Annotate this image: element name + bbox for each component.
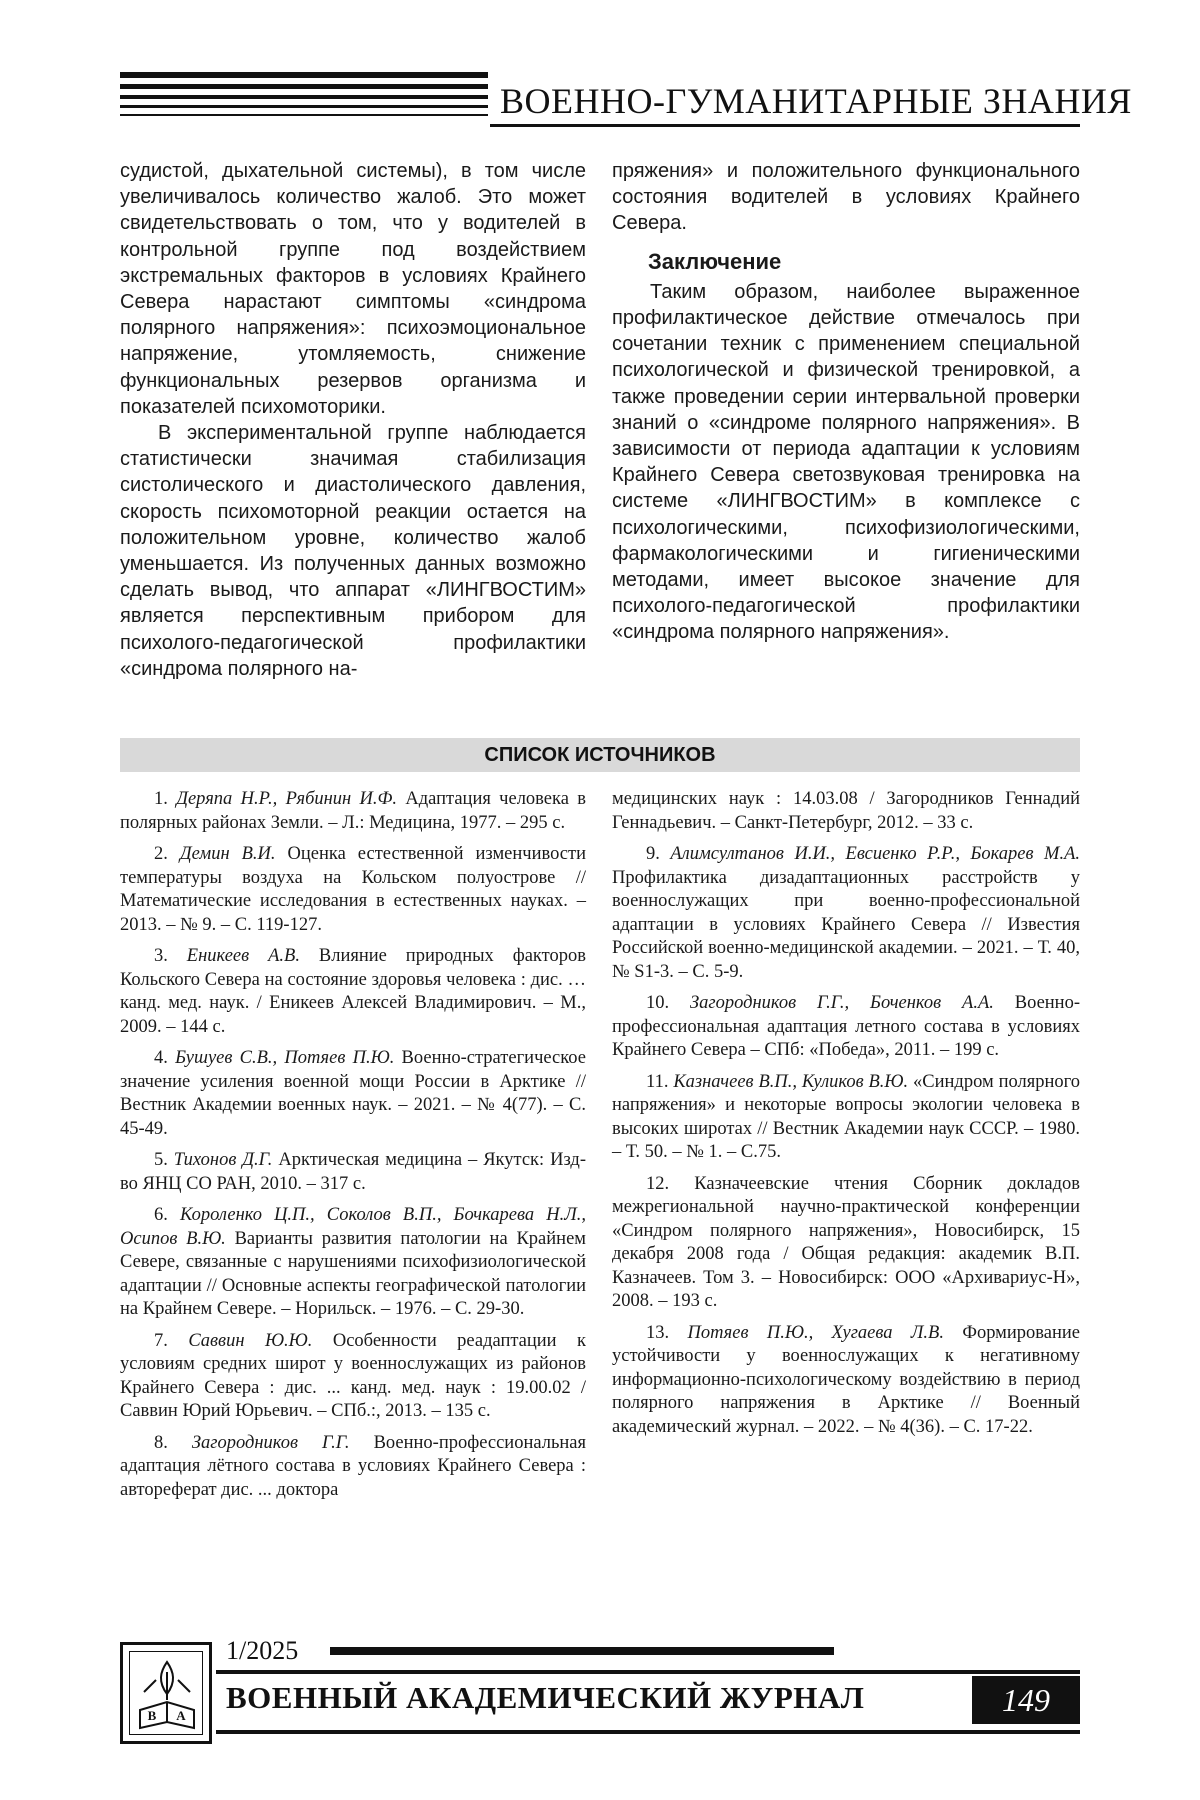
reference-item: 4. Бушуев С.В., Потяев П.Ю. Военно-стратегическое значение усиления военной мощи России в Арктике // Вестник Академии военных наук. – 2021. – № 4(77). – С. 45-49.: [120, 1048, 586, 1139]
footer-rule: [216, 1670, 1080, 1674]
reference-item-continued: медицинских наук : 14.03.08 / Загородников Геннадий Геннадьевич. – Санкт-Петербург, 2012. – 33 с.: [612, 789, 1080, 833]
references-column-left: [120, 788, 586, 1510]
reference-item: 12. Казначеевские чтения Сборник докладов межрегиональной научно-практической конференции «Синдром полярного напряжения», Новосибирск, 15 декабря 2008 года / Общая редакция: академик В.П. Казначеев. Том 3. – Новосибирск: ООО «Архивариус-Н», 2008. – 193 с.: [612, 1173, 1080, 1311]
reference-item: 8. Загородников Г.Г. Военно-профессиональная адаптация лётного состава в условиях Крайнего Севера : автореферат дис. ... доктора: [120, 1432, 587, 1500]
page-number: 149: [972, 1676, 1080, 1724]
reference-item: 5. Тихонов Д.Г. Арктическая медицина – Якутск: Изд-во ЯНЦ СО РАН, 2010. – 317 с.: [120, 1150, 587, 1194]
reference-item: 6. Короленко Ц.П., Соколов В.П., Бочкарева Н.Л., Осипов В.Ю. Варианты развития патологии на Крайнем Севере, связанные с нарушениями психофизиологической адаптации // Основные аспекты географической патологии на Крайнем Севере. – Норильск. – 1976. – С. 29-30.: [120, 1205, 586, 1319]
footer-rule: [330, 1647, 834, 1655]
section-title: ВОЕННО-ГУМАНИТАРНЫЕ ЗНАНИЯ: [500, 81, 1132, 121]
reference-item: 13. Потяев П.Ю., Хугаева Л.В. Формирование устойчивости у военнослужащих к негативному информационно-психологическому воздействию в период полярного напряжения в Арктике // Военный академический журнал. – 2022. – № 4(36). – С. 17-22.: [612, 1322, 1080, 1437]
paragraph: В экспериментальной группе наблюдается статистически значимая стабилизация систолического и диастолического давления, скорость психомоторной реакции остается на положительном уровне, количество жалоб уменьшается. Из полученных данных возможно сделать вывод, что аппарат «ЛИНГВОСТИМ» является перспективным прибором для психолого-педагогической профилактики «синдрома полярного на-: [120, 422, 586, 680]
reference-item: 3. Еникеев А.В. Влияние природных факторов Кольского Севера на состояние здоровья человека : дис. … канд. мед. наук. / Еникеев Алексей Владимирович. – М., 2009. – 144 с.: [120, 946, 586, 1037]
references-heading: СПИСОК ИСТОЧНИКОВ: [120, 738, 1080, 772]
reference-item: 1. Деряпа Н.Р., Рябинин И.Ф. Адаптация человека в полярных районах Земли. – Л.: Медицина, 1977. – 295 с.: [120, 789, 586, 833]
conclusion-heading: Заключение: [648, 248, 782, 274]
body-column-left: [120, 158, 586, 682]
paragraph: судистой, дыхательной системы), в том числе увеличивалось количество жалоб. Это может свидетельствовать о том, что у водителей в контрольной группе под воздействием экстремальных факторов в условиях Крайнего Севера нарастают симптомы «синдрома полярного напряжения»: психоэмоциональное напряжение, утомляемость, снижение функциональных резервов организма и показателей психомоторики.: [120, 160, 586, 418]
header-rule: [490, 124, 1080, 127]
reference-item: 10. Загородников Г.Г., Боченков А.А. Военно-профессиональная адаптация летного состава в условиях Крайнего Севера – СПб: «Победа», 2011. – 199 с.: [612, 993, 1080, 1060]
footer-rule: [216, 1730, 1080, 1734]
reference-item: 2. Демин В.И. Оценка естественной изменчивости температуры воздуха на Кольском полуострове // Математические исследования в естественных науках. – 2013. – № 9. – С. 119-127.: [120, 844, 587, 935]
reference-item: 11. Казначеев В.П., Куликов В.Ю. «Синдром полярного напряжения» и некоторые вопросы экологии человека в высоких широтах // Вестник Академии наук СССР. – 1980. – Т. 50. – № 1. – С.75.: [612, 1071, 1080, 1162]
body-column-right: [612, 158, 1080, 646]
paragraph: Таким образом, наиболее выраженное профилактическое действие отмечалось при сочетании техник с применением специальной психологической и физической тренировкой, а также проведении серии интервальной проверки знаний о «синдроме полярного напряжения». В зависимости от периода адаптации к условиям Крайнего Севера светозвуковая тренировка на системе «ЛИНГВОСТИМ» в комплексе с психологическими, психофизиологическими, фармакологическими и гигиеническими методами, имеет высокое значение для психолого-педагогической профилактики «синдрома полярного напряжения».: [612, 280, 1080, 644]
academy-logo: [120, 1642, 212, 1744]
emblem-icon: [130, 1652, 204, 1736]
svg-text:В: В: [147, 1708, 157, 1723]
references-column-right: [612, 788, 1080, 1447]
svg-text:А: А: [176, 1708, 186, 1723]
journal-title: ВОЕННЫЙ АКАДЕМИЧЕСКИЙ ЖУРНАЛ: [226, 1680, 865, 1715]
paragraph: пряжения» и положительного функционального состояния водителей в условиях Крайнего Севера.: [612, 160, 1080, 235]
reference-item: 9. Алимсултанов И.И., Евсиенко Р.Р., Бокарев М.А. Профилактика дизадаптационных расстройств у военнослужащих при военно-профессиональной адаптации в условиях Крайнего Севера // Известия Российской военно-медицинской академии. – 2021. – Т. 40, № S1-3. – С. 5-9.: [612, 844, 1080, 982]
reference-item: 7. Саввин Ю.Ю. Особенности реадаптации к условиям средних широт у военнослужащих из районов Крайнего Севера : дис. ... канд. мед. наук : 19.00.02 / Саввин Юрий Юрьевич. – СПб.:, 2013. – 135 с.: [120, 1330, 587, 1421]
issue-number: 1/2025: [226, 1636, 299, 1665]
header-decorative-lines: [120, 72, 488, 128]
